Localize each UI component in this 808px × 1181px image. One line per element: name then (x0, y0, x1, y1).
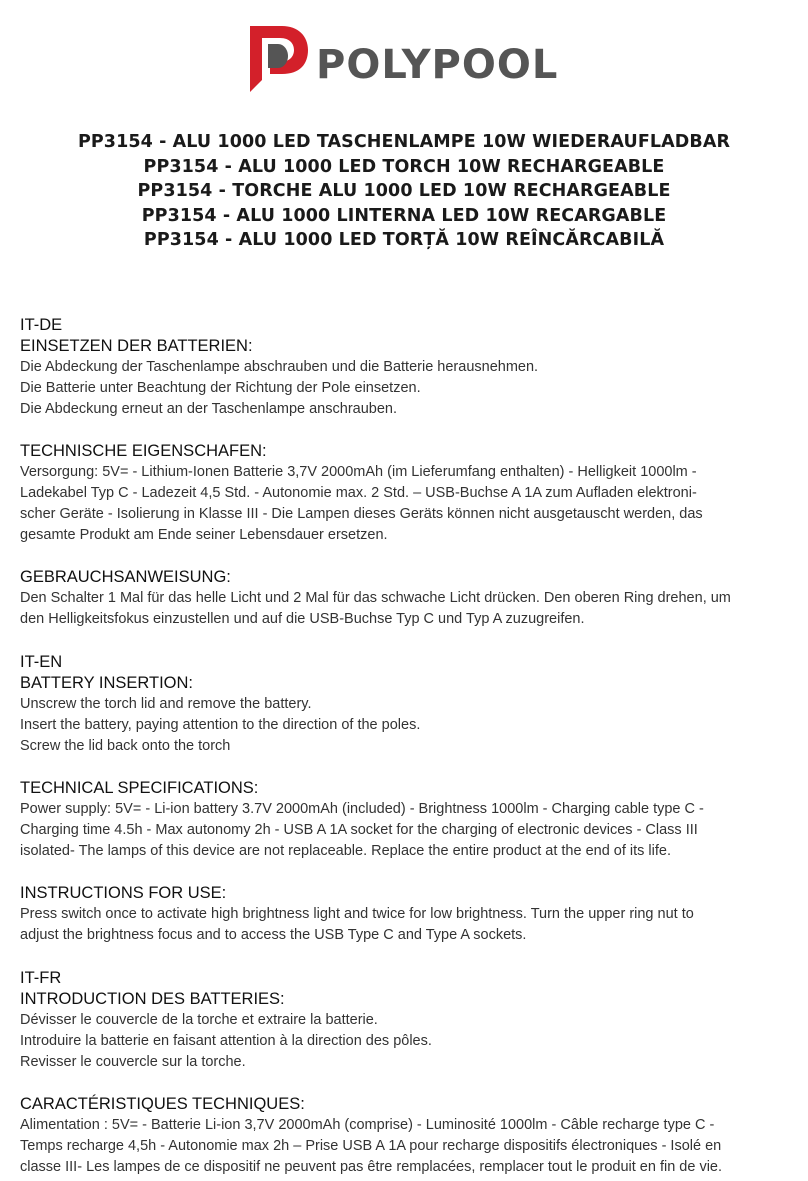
title-ro: PP3154 - ALU 1000 LED TORȚĂ 10W REÎNCĂRCABILĂ (143, 230, 665, 250)
tech-line: gesamte Produkt am Ende seiner Lebensdauer ersetzen. (20, 527, 388, 543)
spacer (20, 946, 790, 967)
spacer (20, 862, 790, 883)
tech-line: Ladekabel Typ C - Ladezeit 4,5 Std. - Autonomie max. 2 Std. – USB-Buchse A 1A zum Aufladen elektroni- (20, 485, 697, 501)
use-line: adjust the brightness focus and to access the USB Type C and Type A sockets. (20, 927, 527, 943)
section-de (20, 314, 790, 630)
battery-line: Die Abdeckung erneut an der Taschenlampe anschrauben. (20, 401, 397, 417)
title-de: PP3154 - ALU 1000 LED TASCHENLAMPE 10W WIEDERAUFLADBAR (77, 132, 731, 152)
tech-line: Alimentation : 5V= - Batterie Li-ion 3,7V 2000mAh (comprise) - Luminosité 1000lm - Câble recharge type C - (20, 1117, 715, 1133)
spacer (20, 1073, 790, 1094)
svg-text:POLYPOOL (316, 42, 558, 88)
battery-line: Die Batterie unter Beachtung der Richtung der Pole einsetzen. (20, 380, 421, 396)
battery-line: Unscrew the torch lid and remove the battery. (20, 696, 312, 712)
tech-heading-en: TECHNICAL SPECIFICATIONS: (20, 779, 259, 797)
use-line: den Helligkeitsfokus einzustellen und auf die USB-Buchse Typ C und Typ A zuzugreifen. (20, 611, 585, 627)
polypool-logo (246, 22, 566, 94)
tech-line: classe III- Les lampes de ce dispositif ne peuvent pas être remplacées, remplacer tout le produit en fin de vie. (20, 1159, 723, 1175)
tech-line: Versorgung: 5V= - Lithium-Ionen Batterie 3,7V 2000mAh (im Lieferumfang enthalten) - Helligkeit 1000lm - (20, 464, 697, 480)
tech-heading-fr: CARACTÉRISTIQUES TECHNIQUES: (20, 1095, 305, 1113)
battery-line: Screw the lid back onto the torch (20, 738, 231, 754)
tech-line: Power supply: 5V= - Li-ion battery 3.7V 2000mAh (included) - Brightness 1000lm - Charging cable type C - (20, 801, 704, 817)
tech-heading-de: TECHNISCHE EIGENSCHAFEN: (20, 442, 267, 460)
use-line: Press switch once to activate high brightness light and twice for low brightness. Turn the upper ring nut to (20, 906, 694, 922)
section-en (20, 651, 790, 946)
use-heading-en: INSTRUCTIONS FOR USE: (20, 884, 227, 902)
spacer (20, 630, 790, 651)
product-titles (0, 130, 808, 253)
battery-heading-fr: INTRODUCTION DES BATTERIES: (20, 990, 285, 1008)
logo-wordmark: POLYPOOL (316, 42, 559, 88)
instructions-content (20, 314, 790, 1178)
section-code-de: IT-DE (20, 316, 63, 334)
section-code-fr: IT-FR (20, 969, 62, 987)
title-fr: PP3154 - TORCHE ALU 1000 LED 10W RECHARGEABLE (137, 181, 671, 201)
battery-heading-de: EINSETZEN DER BATTERIEN: (20, 337, 253, 355)
battery-line: Dévisser le couvercle de la torche et extraire la batterie. (20, 1012, 378, 1028)
battery-line: Die Abdeckung der Taschenlampe abschrauben und die Batterie herausnehmen. (20, 359, 539, 375)
battery-line: Insert the battery, paying attention to the direction of the poles. (20, 717, 421, 733)
tech-line: Temps recharge 4,5h - Autonomie max 2h – Prise USB A 1A pour recharge dispositifs électroniques - Isolé en (20, 1138, 722, 1154)
battery-line: Revisser le couvercle sur la torche. (20, 1054, 246, 1070)
tech-line: Charging time 4.5h - Max autonomy 2h - USB A 1A socket for the charging of electronic devices - Class III (20, 822, 698, 838)
battery-heading-en: BATTERY INSERTION: (20, 674, 193, 692)
tech-line: isolated- The lamps of this device are not replaceable. Replace the entire product at the end of its life. (20, 843, 671, 859)
spacer (20, 546, 790, 567)
use-line: Den Schalter 1 Mal für das helle Licht und 2 Mal für das schwache Licht drücken. Den oberen Ring drehen, um (20, 590, 731, 606)
logo-graphic (246, 22, 566, 94)
tech-line: scher Geräte - Isolierung in Klasse III - Die Lampen dieses Geräts können nicht ausgetauscht werden, das (20, 506, 703, 522)
battery-line: Introduire la batterie en faisant attention à la direction des pôles. (20, 1033, 432, 1049)
title-en: PP3154 - ALU 1000 LED TORCH 10W RECHARGEABLE (143, 156, 665, 177)
section-fr (20, 967, 790, 1178)
use-heading-de: GEBRAUCHSANWEISUNG: (20, 568, 231, 586)
section-code-en: IT-EN (20, 653, 63, 671)
spacer (20, 757, 790, 778)
title-es: PP3154 - ALU 1000 LINTERNA LED 10W RECARGABLE (141, 205, 667, 226)
spacer (20, 420, 790, 441)
